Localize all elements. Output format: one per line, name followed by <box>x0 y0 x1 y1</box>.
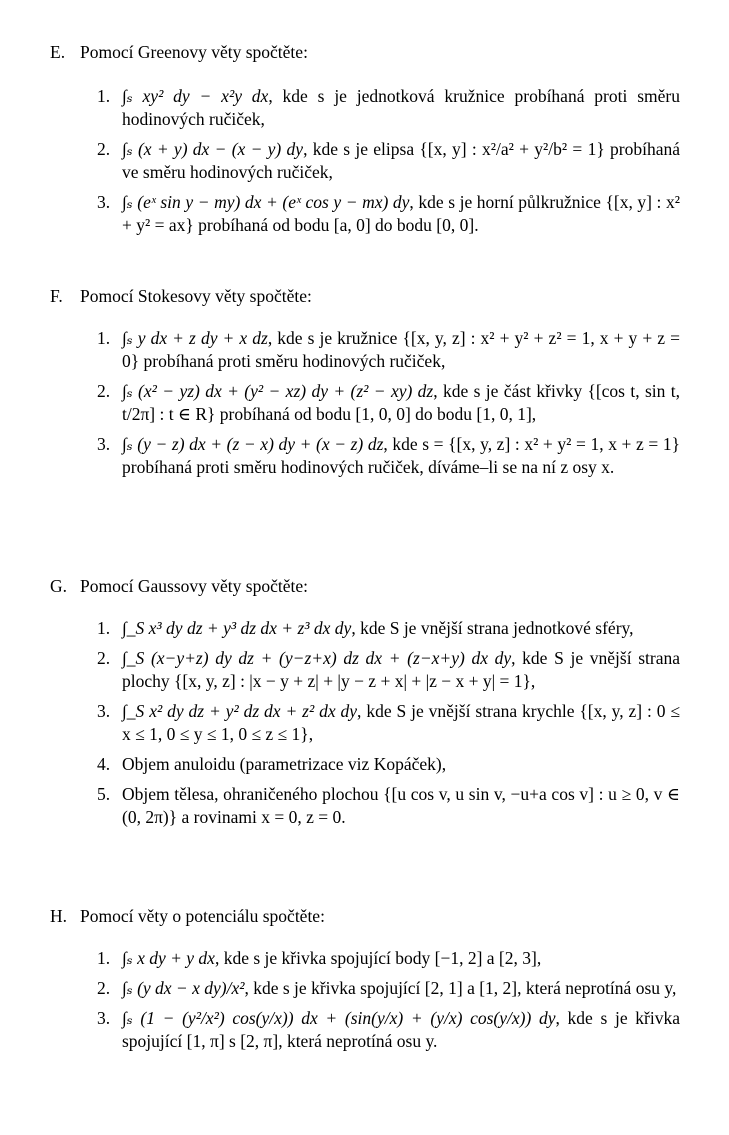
item-number: 2. <box>97 978 111 998</box>
item-description: Objem anuloidu (parametrizace viz Kopáček), <box>122 754 447 774</box>
item-formula: ∫ₛ y dx + z dy + x dz <box>122 328 268 348</box>
item-formula: ∫_S x³ dy dz + y³ dz dx + z³ dx dy <box>122 618 352 638</box>
item-description: , kde s je křivka spojující body [−1, 2] a [2, 3], <box>214 948 542 968</box>
item-number: 2. <box>97 381 111 401</box>
exercise-item <box>97 1007 680 1053</box>
item-formula: ∫ₛ (x² − yz) dx + (y² − xz) dy + (z² − xy) dz <box>122 381 434 401</box>
item-description: , kde s je elipsa {[x, y] : x²/a² + y²/b² = 1} probíhaná ve směru hodinových ručiček, <box>122 139 680 182</box>
item-text <box>122 947 680 970</box>
section-heading <box>50 41 680 64</box>
section-heading <box>50 285 680 308</box>
item-formula: ∫ₛ (y dx − x dy)/x² <box>122 978 245 998</box>
exercise-item <box>97 138 680 184</box>
item-number: 3. <box>97 434 111 454</box>
section-title: Pomocí Stokesovy věty spočtěte: <box>80 286 312 306</box>
section-h <box>50 905 680 1060</box>
item-number: 1. <box>97 86 111 106</box>
item-number: 2. <box>97 139 111 159</box>
item-number: 5. <box>97 784 111 804</box>
item-formula: ∫ₛ (x + y) dx − (x − y) dy <box>122 139 304 159</box>
section-title: Pomocí Greenovy věty spočtěte: <box>80 42 308 62</box>
item-number: 2. <box>97 648 111 668</box>
item-number: 3. <box>97 1008 111 1028</box>
item-formula: ∫_S (x−y+z) dy dz + (y−z+x) dz dx + (z−x+y) dx dy <box>122 648 512 668</box>
exercise-item <box>97 700 680 746</box>
item-formula: ∫_S x² dy dz + y² dz dx + z² dx dy <box>122 701 358 721</box>
item-description: , kde S je vnější strana krychle {[x, y, z] : 0 ≤ x ≤ 1, 0 ≤ y ≤ 1, 0 ≤ z ≤ 1}, <box>122 701 681 744</box>
exercise-item <box>97 85 680 131</box>
section-f <box>50 285 680 486</box>
item-number: 1. <box>97 328 111 348</box>
item-text <box>122 85 680 131</box>
section-letter: G. <box>50 576 68 596</box>
item-description: , kde s je jednotková kružnice probíhaná proti směru hodinových ručiček, <box>122 86 680 129</box>
exercise-item <box>97 977 680 1000</box>
section-letter: E. <box>50 42 66 62</box>
item-text <box>122 647 680 693</box>
item-text <box>122 433 680 479</box>
section-e <box>50 41 680 244</box>
section-title: Pomocí Gaussovy věty spočtěte: <box>80 576 308 596</box>
item-text <box>122 753 680 776</box>
item-description: , kde S je vnější strana plochy {[x, y, z] : |x − y + z| + |y − z + x| + |z − x + y| = 1}, <box>122 648 680 691</box>
section-heading <box>50 905 680 928</box>
item-text <box>122 1007 680 1053</box>
item-description: , kde s je křivka spojující [1, π] s [2, π], která neprotíná osu y. <box>122 1008 680 1051</box>
section-letter: H. <box>50 906 68 926</box>
exercise-list <box>97 85 680 237</box>
exercise-item <box>97 753 680 776</box>
item-number: 4. <box>97 754 111 774</box>
exercise-item <box>97 380 680 426</box>
item-formula: ∫ₛ (y − z) dx + (z − x) dy + (x − z) dz <box>122 434 384 454</box>
section-heading <box>50 575 680 598</box>
item-text <box>122 380 680 426</box>
item-text <box>122 700 680 746</box>
item-text <box>122 783 680 829</box>
exercise-item <box>97 327 680 373</box>
exercise-list <box>97 327 680 479</box>
item-text <box>122 191 680 237</box>
exercise-item <box>97 783 680 829</box>
exercise-list <box>97 947 680 1053</box>
exercise-list <box>97 617 680 829</box>
item-number: 1. <box>97 948 111 968</box>
item-number: 1. <box>97 618 111 638</box>
item-text <box>122 327 680 373</box>
item-formula: ∫ₛ (1 − (y²/x²) cos(y/x)) dx + (sin(y/x) + (y/x) cos(y/x)) dy <box>122 1008 556 1028</box>
exercise-item <box>97 433 680 479</box>
exercise-item <box>97 617 680 640</box>
item-description: , kde s je část křivky {[cos t, sin t, t/2π] : t ∈ R} probíhaná od bodu [1, 0, 0] do bodu [1, 0, 1], <box>122 381 681 424</box>
exercise-item <box>97 647 680 693</box>
item-number: 3. <box>97 192 111 212</box>
item-description: , kde s = {[x, y, z] : x² + y² = 1, x + z = 1} probíhaná proti směru hodinových ručiček, díváme–li se na ní z osy x. <box>122 434 680 477</box>
item-number: 3. <box>97 701 111 721</box>
item-description: , kde S je vnější strana jednotkové sféry, <box>351 618 634 638</box>
item-formula: ∫ₛ xy² dy − x²y dx <box>122 86 269 106</box>
item-description: Objem tělesa, ohraničeného plochou {[u cos v, u sin v, −u+a cos v] : u ≥ 0, v ∈ (0, 2π)} a rovinami x = 0, z = 0. <box>122 784 680 827</box>
item-description: , kde s je horní půlkružnice {[x, y] : x² + y² = ax} probíhaná od bodu [a, 0] do bodu [0, 0]. <box>122 192 680 235</box>
item-text <box>122 977 680 1000</box>
section-title: Pomocí věty o potenciálu spočtěte: <box>80 906 325 926</box>
section-g <box>50 575 680 836</box>
exercise-item <box>97 947 680 970</box>
item-formula: ∫ₛ (eˣ sin y − my) dx + (eˣ cos y − mx) dy <box>122 192 410 212</box>
item-formula: ∫ₛ x dy + y dx <box>122 948 215 968</box>
item-text <box>122 138 680 184</box>
section-letter: F. <box>50 286 63 306</box>
exercise-item <box>97 191 680 237</box>
item-description: , kde s je kružnice {[x, y, z] : x² + y² + z² = 1, x + y + z = 0} probíhaná proti směru hodinových ručiček, <box>122 328 680 371</box>
item-text <box>122 617 680 640</box>
item-description: , kde s je křivka spojující [2, 1] a [1, 2], která neprotíná osu y, <box>244 978 677 998</box>
